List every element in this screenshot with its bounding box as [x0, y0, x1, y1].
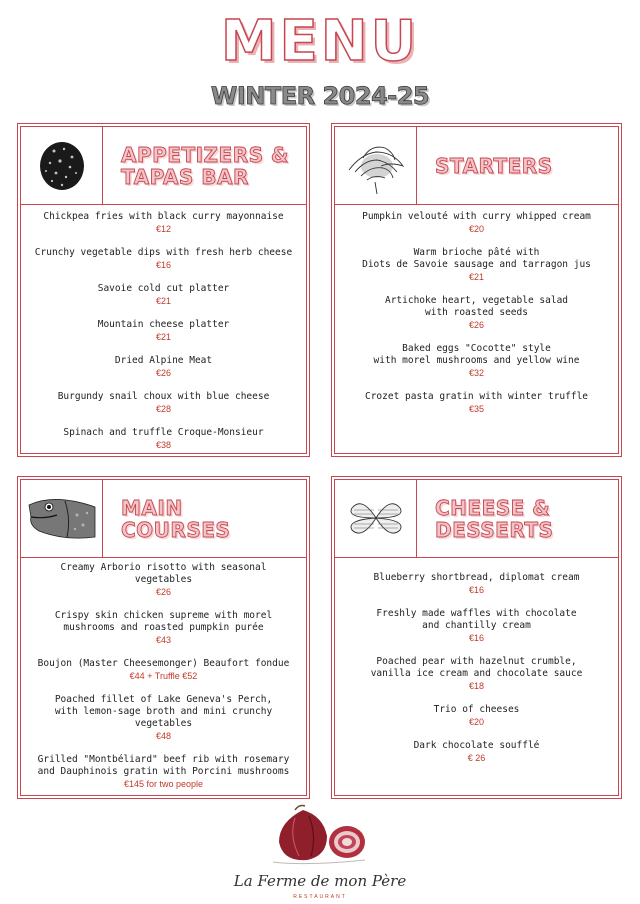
item-name: Blueberry shortbread, diplomat cream: [373, 572, 580, 583]
menu-item: [335, 247, 618, 283]
item-name: Grilled "Montbéliard" beef rib with rosemary and Dauphinois gratin with Porcini mushrooms: [37, 754, 290, 777]
item-name: Boujon (Master Cheesemonger) Beaufort fondue: [37, 658, 290, 669]
item-price: €26: [155, 587, 172, 597]
item-name: Savoie cold cut platter: [97, 283, 230, 294]
menu-item: [335, 740, 618, 764]
menu-item: [21, 319, 306, 343]
item-price: €48: [155, 731, 172, 741]
menu-item: [335, 656, 618, 692]
item-name: Freshly made waffles with chocolate and chantilly cream: [376, 608, 577, 631]
section-header: [21, 127, 306, 205]
item-price: €28: [155, 404, 172, 414]
section-header: [21, 480, 306, 558]
menu-item: [21, 658, 306, 682]
section-appetizers: [20, 126, 307, 454]
fish-head-icon: [21, 480, 103, 558]
menu-item: [21, 694, 306, 742]
menu-item: [335, 295, 618, 331]
item-name: Trio of cheeses: [433, 704, 520, 715]
item-name: Burgundy snail choux with blue cheese: [57, 391, 270, 402]
item-name: Mountain cheese platter: [97, 319, 230, 330]
item-name: Poached fillet of Lake Geneva's Perch, with lemon-sage broth and mini crunchy vegetables: [54, 694, 273, 729]
section-cheese-desserts: [334, 479, 619, 796]
onion-icon: [265, 802, 375, 868]
menu-item: [335, 572, 618, 596]
item-price: €32: [468, 368, 485, 378]
section-header: [335, 127, 618, 205]
item-price: €16: [468, 585, 485, 595]
menu-item: [21, 355, 306, 379]
menu-item: [335, 211, 618, 235]
item-name: Warm brioche pâté with Diots de Savoie sausage and tarragon jus: [362, 247, 591, 270]
menu-item: [335, 608, 618, 644]
item-price: €16: [155, 260, 172, 270]
item-name: Crunchy vegetable dips with fresh herb cheese: [34, 247, 293, 258]
item-name: Crispy skin chicken supreme with morel mushrooms and roasted pumpkin purée: [54, 610, 273, 633]
item-name: Crozet pasta gratin with winter truffle: [364, 391, 589, 402]
item-name: Artichoke heart, vegetable salad with roasted seeds: [384, 295, 569, 318]
item-price: €16: [468, 633, 485, 643]
item-price: € 26: [467, 753, 486, 763]
restaurant-name: La Ferme de mon Père: [233, 872, 407, 890]
menu-item: [21, 211, 306, 235]
truffle-icon: [21, 127, 103, 205]
restaurant-tagline: RESTAURANT: [293, 894, 347, 900]
section-header: [335, 480, 618, 558]
menu-item: [21, 391, 306, 415]
item-name: Creamy Arborio risotto with seasonal vegetables: [60, 562, 267, 585]
section-title: CHEESE & DESSERTS: [435, 496, 554, 542]
item-price: €38: [155, 440, 172, 450]
artichoke-icon: [335, 127, 417, 205]
menu-item: [21, 754, 306, 790]
item-price: €26: [468, 320, 485, 330]
menu-item: [21, 283, 306, 307]
item-name: Dark chocolate soufflé: [413, 740, 540, 751]
menu-item: [21, 610, 306, 646]
item-price: €43: [155, 635, 172, 645]
menu-subtitle: WINTER 2024-25: [210, 82, 430, 110]
item-price: €20: [468, 717, 485, 727]
item-name: Baked eggs "Cocotte" style with morel mushrooms and yellow wine: [373, 343, 580, 366]
item-name: Spinach and truffle Croque-Monsieur: [63, 427, 264, 438]
item-name: Poached pear with hazelnut crumble, vanilla ice cream and chocolate sauce: [370, 656, 583, 679]
section-title: APPETIZERS & TAPAS BAR: [121, 143, 289, 189]
item-name: Dried Alpine Meat: [114, 355, 213, 366]
section-starters: [334, 126, 619, 454]
menu-item: [21, 562, 306, 598]
menu-item: [335, 391, 618, 415]
item-price: €35: [468, 404, 485, 414]
item-price: €18: [468, 681, 485, 691]
section-title: STARTERS: [435, 154, 553, 178]
item-price: €21: [155, 332, 172, 342]
waffle-icon: [335, 480, 417, 558]
item-name: Pumpkin velouté with curry whipped cream: [362, 211, 591, 222]
item-price: €44 + Truffle €52: [129, 671, 198, 681]
section-main-courses: [20, 479, 307, 796]
menu-title: MENU: [220, 9, 420, 74]
section-title: MAIN COURSES: [121, 496, 231, 542]
menu-item: [335, 704, 618, 728]
item-price: €21: [468, 272, 485, 282]
item-price: €21: [155, 296, 172, 306]
item-price: €26: [155, 368, 172, 378]
item-name: Chickpea fries with black curry mayonnaise: [43, 211, 284, 222]
menu-item: [335, 343, 618, 379]
restaurant-logo: [220, 800, 420, 904]
menu-item: [21, 427, 306, 451]
item-price: €145 for two people: [123, 779, 204, 789]
menu-item: [21, 247, 306, 271]
item-price: €12: [155, 224, 172, 234]
item-price: €20: [468, 224, 485, 234]
